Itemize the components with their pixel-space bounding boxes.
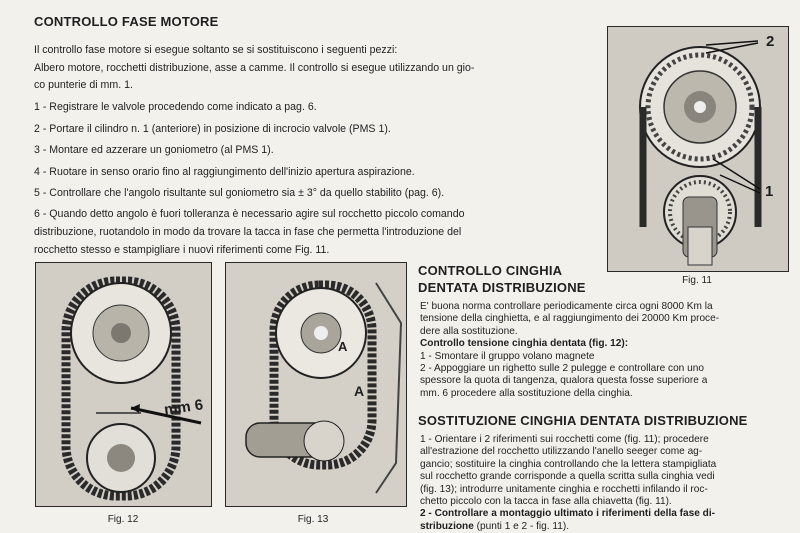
figure-12-photo xyxy=(35,262,212,507)
section2-body xyxy=(420,301,792,400)
para-line: tensione della cinghietta, e al raggiungimento dei 20000 Km proce- xyxy=(420,313,720,325)
step-item: 2 - Portare il cilindro n. 1 (anteriore) in posizione di incrocio valvole (PMS 1). xyxy=(34,122,391,135)
step-item: 3 - Montare ed azzerare un goniometro (al PMS 1). xyxy=(34,144,274,157)
para-line: E' buona norma controllare periodicamente circa ogni 8000 Km la xyxy=(420,301,713,312)
section-title-cinghia xyxy=(418,262,586,296)
para-line: dere alla sostituzione. xyxy=(420,325,518,337)
step-item: 4 - Ruotare in senso orario fino al raggiungimento dell'inizio apertura aspirazione. xyxy=(34,165,415,178)
section-title-line: DENTATA DISTRIBUZIONE xyxy=(418,280,586,295)
para-line: 1 - Orientare i 2 riferimenti sui rocchetti come (fig. 11); procedere xyxy=(420,434,709,445)
bold-word: stribuzione xyxy=(420,520,474,532)
list-item: 1 - Smontare il gruppo volano magnete xyxy=(420,350,595,362)
para-line: all'estrazione del rocchetto utilizzando l'anello seeger come ag- xyxy=(420,446,703,458)
page-title: CONTROLLO FASE MOTORE xyxy=(34,14,219,29)
section-title-sostituzione: SOSTITUZIONE CINGHIA DENTATA DISTRIBUZIONE xyxy=(418,413,748,428)
para-line: sul rocchetto grande corrisponde a quella scritta sulla cinghia vedi xyxy=(420,471,715,483)
line-rest: (punti 1 e 2 - fig. 11). xyxy=(473,520,570,532)
bold-line: 2 - Controllare a montaggio ultimato i riferimenti della fase di- xyxy=(420,508,716,520)
para-line: gancio; sostituire la cinghia controllando che la lettera stampigliata xyxy=(420,458,717,470)
step-item: 6 - Quando detto angolo è fuori tolleranza è necessario agire sul rocchetto piccolo comando xyxy=(34,207,465,220)
figure-13-caption: Fig. 13 xyxy=(297,514,329,525)
section3-body xyxy=(420,434,792,533)
step-item: distribuzione, ruotandolo in modo da trovare la tacca in fase che permetta l'introduzione del xyxy=(34,225,462,238)
intro-line: co punterie di mm. 1. xyxy=(34,79,133,92)
section-title-line: CONTROLLO CINGHIA xyxy=(418,263,563,278)
list-item: 2 - Appoggiare un righetto sulle 2 pulegge e controllare con uno xyxy=(420,363,704,375)
fig13-label-a2: A xyxy=(354,383,365,399)
para-line: (fig. 13); introdurre unitamente cinghia e rocchetti infilando il roc- xyxy=(420,483,708,495)
steps-list xyxy=(34,97,594,259)
list-item: mm. 6 procedere alla sostituzione della cinghia. xyxy=(420,387,633,399)
figure-12-caption: Fig. 12 xyxy=(107,514,139,525)
intro-block xyxy=(34,42,574,95)
step-item: rocchetto stesso e stampigliare i nuovi riferimenti come Fig. 11. xyxy=(34,243,330,256)
intro-line: Il controllo fase motore si esegue soltanto se si sostituiscono i seguenti pezzi: xyxy=(34,44,398,56)
para-line-mixed xyxy=(420,521,792,533)
fig11-label-2: 2 xyxy=(766,33,775,50)
intro-line: Albero motore, rocchetti distribuzione, asse a camme. Il controllo si esegue utilizzando un gio- xyxy=(34,61,475,74)
figure-11-caption: Fig. 11 xyxy=(682,275,712,286)
subtitle: Controllo tensione cinghia dentata (fig. 12): xyxy=(420,338,629,350)
fig13-label-a1: A xyxy=(338,339,348,354)
figure-13-photo xyxy=(225,262,407,507)
step-item: 5 - Controllare che l'angolo risultante sul goniometro sia ± 3° da quello stabilito (pag. 6). xyxy=(34,187,445,200)
step-item: 1 - Registrare le valvole procedendo come indicato a pag. 6. xyxy=(34,101,317,113)
fig12-label-mm: mm 6 xyxy=(163,396,205,419)
fig11-label-1: 1 xyxy=(765,183,774,200)
para-line: chetto piccolo con la tacca in fase alla chiavetta (fig. 11). xyxy=(420,496,672,508)
figure-11-photo xyxy=(607,26,789,272)
list-item: spessore la quota di tangenza, qualora questa fosse superiore a xyxy=(420,375,708,387)
